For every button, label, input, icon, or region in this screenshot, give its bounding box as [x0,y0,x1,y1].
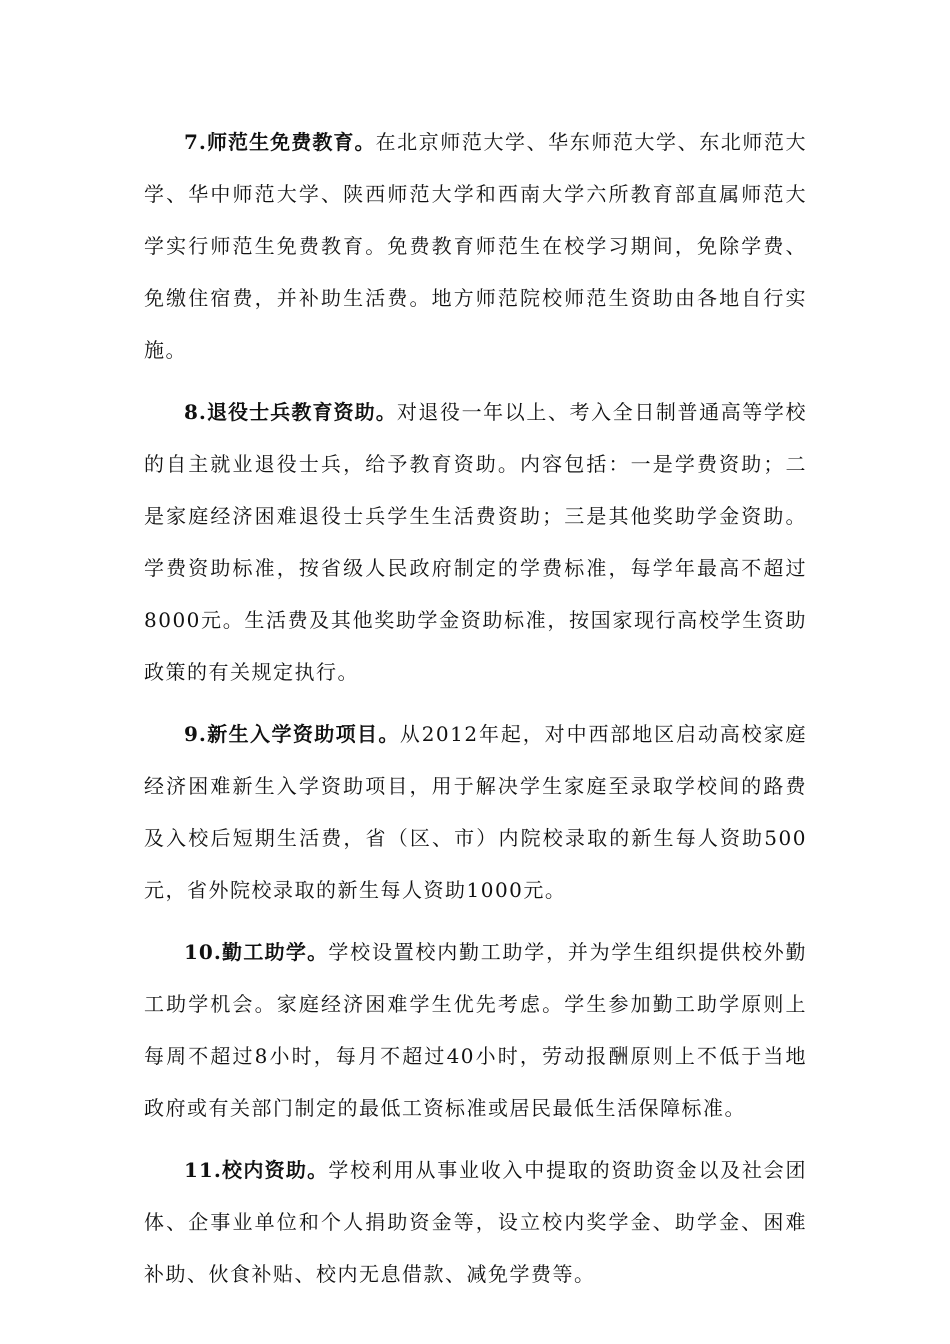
paragraph-body: 从2012年起，对中西部地区启动高校家庭经济困难新生入学资助项目，用于解决学生家庭至录取学校间的路费及入校后短期生活费，省（区、市）内院校录取的新生每人资助500元，省外院校录取的新生每人资助1000元。 [144,722,807,902]
document-page [144,116,807,1310]
paragraph-body: 在北京师范大学、华东师范大学、东北师范大学、华中师范大学、陕西师范大学和西南大学六所教育部直属师范大学实行师范生免费教育。免费教育师范生在校学习期间，免除学费、免缴住宿费，并补助生活费。地方师范院校师范生资助由各地自行实施。 [144,130,807,362]
paragraph-7 [144,116,807,376]
paragraph-8 [144,386,807,698]
paragraph-11 [144,1144,807,1300]
paragraph-body: 对退役一年以上、考入全日制普通高等学校的自主就业退役士兵，给予教育资助。内容包括：一是学费资助；二是家庭经济困难退役士兵学生生活费资助；三是其他奖助学金资助。学费资助标准，按省级人民政府制定的学费标准，每学年最高不超过8000元。生活费及其他奖助学金资助标准，按国家现行高校学生资助政策的有关规定执行。 [144,400,807,684]
paragraph-body: 学校设置校内勤工助学，并为学生组织提供校外勤工助学机会。家庭经济困难学生优先考虑。学生参加勤工助学原则上每周不超过8小时，每月不超过40小时，劳动报酬原则上不低于当地政府或有关部门制定的最低工资标准或居民最低生活保障标准。 [144,940,808,1120]
paragraph-heading: 11.校内资助。 [184,1158,329,1182]
paragraph-10 [144,926,807,1134]
paragraph-9 [144,708,807,916]
paragraph-body: 学校利用从事业收入中提取的资助资金以及社会团体、企事业单位和个人捐助资金等，设立校内奖学金、助学金、困难补助、伙食补贴、校内无息借款、减免学费等。 [144,1158,808,1286]
paragraph-heading: 8.退役士兵教育资助。 [184,400,397,424]
paragraph-heading: 7.师范生免费教育。 [184,130,376,154]
paragraph-heading: 10.勤工助学。 [184,940,329,964]
paragraph-heading: 9.新生入学资助项目。 [184,722,400,746]
